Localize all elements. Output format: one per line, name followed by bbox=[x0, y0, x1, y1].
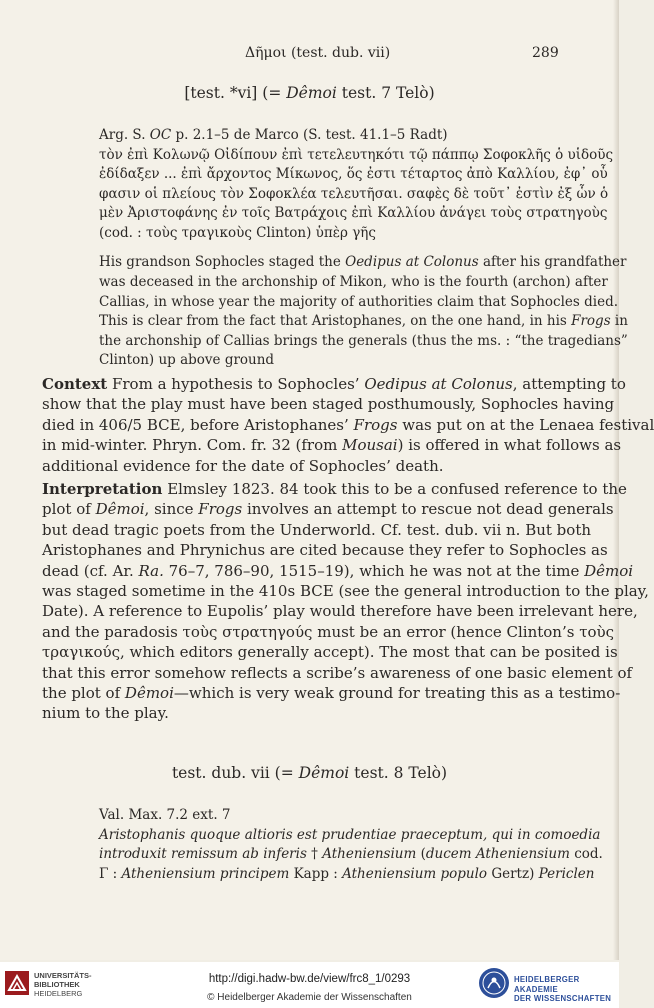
text-run: the plot of bbox=[42, 684, 125, 702]
text-line bbox=[99, 352, 274, 368]
text-run: test. dub. vii (= bbox=[171, 764, 299, 782]
text-run: Periclen bbox=[538, 865, 595, 882]
text-run: after his grandfather bbox=[478, 254, 627, 271]
text-run: but dead tragic poets from the Underworld. Cf. test. dub. vii n. But both bbox=[42, 520, 592, 539]
text-run: introduxit remissum ab inferis bbox=[99, 846, 307, 862]
text-run: ἐδίδαξεν ... ἐπὶ ἄρχοντος Μίκωνος, ὅς ἐστι τέταρτος ἀπὸ Καλλίου, ἐφ᾽ οὗ bbox=[99, 166, 608, 183]
text-run: Atheniensium bbox=[322, 846, 417, 862]
text-run: φασιν οἱ πλείους τὸν Σοφοκλέα τελευτῆσαι. σαφὲς δὲ τοῦτ᾽ ἐστὶν ἐξ ὧν ὁ bbox=[99, 185, 609, 202]
section-heading-test-dub-vii bbox=[0, 764, 619, 782]
text-run: Date). A reference to Eupolis’ play would therefore have been irrelevant here, bbox=[42, 602, 638, 621]
text-run: † bbox=[306, 846, 323, 862]
copyright-notice: © Heidelberger Akademie der Wissenschaften bbox=[207, 992, 412, 1003]
text-run: Γ : bbox=[99, 865, 122, 882]
text-run: Clinton) up above ground bbox=[99, 352, 275, 369]
text-line bbox=[42, 500, 614, 518]
academy-name: HEIDELBERGER AKADEMIE DER WISSENSCHAFTEN bbox=[514, 975, 612, 1003]
text-run: 76–7, 786–90, 1515–19), which he was not at the time bbox=[163, 561, 585, 580]
text-line bbox=[42, 704, 169, 722]
text-line bbox=[99, 225, 376, 241]
text-run: test. 8 Telò) bbox=[349, 764, 448, 782]
text-run: Ra. bbox=[138, 561, 164, 580]
text-run: additional evidence for the date of Sophocles’ death. bbox=[42, 456, 444, 475]
text-run: Frogs bbox=[571, 313, 611, 330]
text-run: involves an attempt to rescue not dead generals bbox=[242, 500, 614, 519]
text-run: Atheniensium populo bbox=[342, 865, 488, 882]
text-run: ducem Atheniensium bbox=[425, 846, 570, 862]
academy-seal-icon bbox=[478, 967, 510, 999]
text-line bbox=[99, 254, 627, 270]
running-head-title: Δῆμοι (test. dub. vii) bbox=[245, 45, 391, 61]
text-run: , attempting to bbox=[512, 375, 626, 393]
text-run: τὸν ἐπὶ Κολωνῷ Οἰδίπουν ἐπὶ τετελευτηκότι τῷ πάππῳ Σοφοκλῆς ὁ υἱδοῦς bbox=[99, 146, 614, 163]
text-run: show that the play must have been staged posthumously, Sophocles having bbox=[42, 395, 615, 414]
text-run: Aristophanes and Phrynichus are cited because they refer to Sophocles as bbox=[42, 541, 608, 560]
text-run: Atheniensium principem bbox=[121, 865, 290, 882]
text-run: Val. Max. 7.2 ext. 7 bbox=[99, 807, 231, 823]
text-run: died in 406/5 BCE, before Aristophanes’ bbox=[42, 415, 354, 434]
text-run: Kapp : bbox=[289, 865, 343, 882]
text-run: test. 7 Telò) bbox=[336, 84, 435, 102]
text-run: This is clear from the fact that Aristophanes, on the one hand, in his bbox=[99, 313, 572, 330]
text-run: that this error somehow reflects a scribe’s awareness of one basic element of bbox=[42, 663, 633, 682]
text-run: Dêmoi bbox=[124, 684, 174, 702]
text-run: , since bbox=[144, 500, 199, 519]
text-run: Oedipus at Colonus bbox=[364, 375, 513, 393]
text-run: ) is offered in what follows as bbox=[397, 436, 622, 455]
text-line bbox=[42, 541, 608, 559]
text-line bbox=[42, 623, 614, 641]
page-number: 289 bbox=[532, 45, 559, 61]
text-run: plot of bbox=[42, 500, 96, 519]
text-line bbox=[99, 205, 607, 221]
text-run: Callias, in whose year the majority of authorities claim that Sophocles died. bbox=[99, 293, 619, 310]
text-line bbox=[99, 846, 603, 862]
text-line bbox=[99, 866, 594, 882]
text-line bbox=[99, 333, 628, 349]
text-line bbox=[42, 643, 618, 661]
text-run: the archonship of Callias brings the generals (thus the ms. : “the tragedians” bbox=[99, 332, 628, 349]
text-run: Dêmoi bbox=[95, 500, 145, 519]
text-line bbox=[42, 375, 626, 393]
text-line bbox=[42, 416, 654, 434]
text-run: His grandson Sophocles staged the bbox=[99, 254, 346, 271]
page-url-link[interactable]: http://digi.hadw-bw.de/view/frc8_1/0293 bbox=[208, 973, 411, 985]
text-run: Arg. S. bbox=[99, 127, 150, 143]
text-run: ( bbox=[416, 846, 426, 862]
text-run: —which is very weak ground for treating this as a testimo- bbox=[173, 684, 621, 702]
text-run: From a hypothesis to Sophocles’ bbox=[107, 375, 365, 393]
text-line bbox=[99, 294, 618, 310]
text-line bbox=[42, 684, 620, 702]
text-run: Aristophanis quoque altioris est prudentiae praeceptum, qui in comoedia bbox=[99, 826, 601, 843]
text-run: and the paradosis τοὺς στρατηγούς must be an error (hence Clinton’s τοὺς bbox=[42, 622, 615, 641]
text-line bbox=[42, 436, 621, 454]
text-line bbox=[99, 274, 608, 290]
text-line bbox=[99, 827, 600, 843]
text-run: Elmsley 1823. 84 took this to be a confused reference to the bbox=[162, 480, 627, 498]
text-line bbox=[99, 127, 448, 143]
text-run: in bbox=[610, 313, 628, 330]
text-run: Dêmoi bbox=[584, 561, 634, 580]
text-run: Oedipus at Colonus bbox=[345, 254, 479, 271]
section-heading-test-vi bbox=[0, 84, 619, 102]
text-run: Mousai bbox=[342, 436, 398, 455]
text-line bbox=[42, 664, 632, 682]
text-run: Dêmoi bbox=[298, 764, 350, 782]
text-run: dead (cf. Ar. bbox=[42, 561, 139, 580]
text-line bbox=[99, 807, 231, 823]
text-run: p. 2.1–5 de Marco (S. test. 41.1–5 Radt) bbox=[171, 127, 448, 143]
text-run: cod. bbox=[569, 846, 603, 862]
text-run: (cod. : τοὺς τραγικοὺς Clinton) ὑπὲρ γῆς bbox=[99, 225, 376, 241]
university-library-name: UNIVERSITÄTS- BIBLIOTHEK HEIDELBERG bbox=[34, 971, 92, 998]
text-run: Dêmoi bbox=[286, 84, 337, 102]
text-line bbox=[42, 602, 638, 620]
text-line bbox=[42, 582, 649, 600]
text-line bbox=[99, 147, 613, 163]
text-line bbox=[42, 457, 444, 475]
text-run: OC bbox=[149, 127, 172, 143]
text-line bbox=[42, 480, 627, 498]
text-line bbox=[99, 313, 628, 329]
text-line bbox=[42, 521, 591, 539]
text-run: nium to the play. bbox=[42, 704, 169, 723]
text-run: τραγικούς, which editors generally accept). The most that can be posited is bbox=[42, 643, 618, 662]
text-run: Frogs bbox=[198, 500, 243, 519]
text-run: in mid-winter. Phryn. Com. fr. 32 (from bbox=[42, 436, 343, 455]
text-run: Frogs bbox=[353, 415, 398, 434]
paragraph-label: Interpretation bbox=[42, 480, 163, 498]
text-run: μὲν Ἀριστοφάνης ἐν τοῖς Βατράχοις ἐπὶ Καλλίου ἀνάγει τοὺς στρατηγοὺς bbox=[99, 205, 608, 222]
text-line bbox=[42, 395, 614, 413]
text-run: [test. *vi] (= bbox=[184, 84, 287, 102]
text-run: was deceased in the archonship of Mikon, who is the fourth (archon) after bbox=[99, 274, 608, 290]
text-line bbox=[42, 562, 633, 580]
paragraph-label: Context bbox=[42, 375, 108, 393]
text-run: Gertz) bbox=[487, 865, 539, 882]
text-run: was staged sometime in the 410s BCE (see the general introduction to the play, bbox=[42, 582, 649, 600]
text-line bbox=[99, 166, 608, 182]
text-line bbox=[99, 186, 608, 202]
text-run: was put on at the Lenaea festival bbox=[397, 415, 654, 434]
